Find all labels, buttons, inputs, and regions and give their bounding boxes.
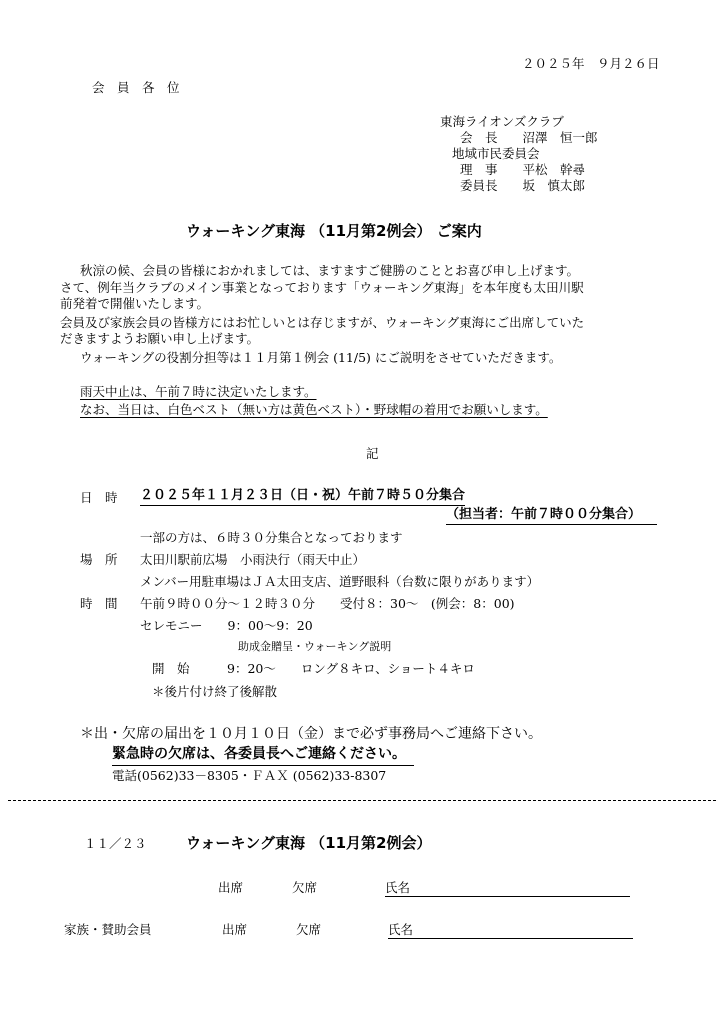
sender-director: 理 事 平松 幹尋 (460, 162, 586, 177)
place-label: 場 所 (80, 552, 118, 567)
addressee: 会 員 各 位 (92, 80, 180, 95)
cut-line (8, 800, 716, 801)
emergency-notice: 緊急時の欠席は、各委員長へご連絡ください。 (112, 746, 414, 766)
reply-row1-attend[interactable]: 出席 (218, 880, 244, 895)
ceremony-time: セレモニー 9：00～9：20 (140, 618, 313, 633)
reply-row1-name-label: 氏名 (385, 880, 411, 895)
reply-title: ウォーキング東海 （11月第2例会） (186, 834, 432, 852)
paragraph-event-line2: 前発着で開催いたします。 (60, 296, 210, 311)
paragraph-greeting: 秋涼の候、会員の皆様におかれましては、ますますご健勝のこととお喜び申し上げます。 (80, 263, 580, 278)
reply-row2-name-line[interactable] (388, 938, 633, 939)
paragraph-request-line2: だきますようお願い申し上げます。 (60, 331, 260, 346)
grant-note: 助成金贈呈・ウォーキング説明 (238, 640, 392, 653)
document-date: ２０２５年 ９月２６日 (522, 56, 660, 71)
date-value: ２０２５年１１月２３日（日・祝）午前７時５０分集合 (140, 488, 465, 506)
parking-note: メンバー用駐車場はＪＡ太田支店、道野眼科（台数に限りがあります） (140, 574, 540, 589)
time-label: 時 間 (80, 596, 118, 611)
reply-row2-absent[interactable]: 欠席 (296, 922, 322, 937)
reply-row1-absent[interactable]: 欠席 (292, 880, 318, 895)
some-members-note: 一部の方は、６時３０分集合となっております (140, 530, 403, 545)
reply-row2-category: 家族・賛助会員 (64, 922, 152, 937)
paragraph-request-line1: 会員及び家族会員の皆様方にはお忙しいとは存じますが、ウォーキング東海にご出席していた (60, 315, 585, 330)
sender-committee: 地域市民委員会 (452, 146, 540, 161)
contact-phone: 電話(0562)33－8305・ＦＡＸ (0562)33-8307 (112, 768, 387, 783)
staff-time: （担当者：午前７時００分集合） (446, 507, 657, 525)
start-time: 開 始 9：20～ ロング８キロ、ショート４キロ (152, 661, 475, 676)
sender-president: 会 長 沼澤 恒一郎 (460, 130, 598, 145)
ki-mark: 記 (366, 446, 379, 461)
dress-notice: なお、当日は、白色ベスト（無い方は黄色ベスト）・野球帽の着用でお願いします。 (80, 402, 548, 417)
paragraph-event-line1: さて、例年当クラブのメイン事業となっております「ウォーキング東海」を本年度も太田川駅 (60, 280, 584, 295)
reply-row2-attend[interactable]: 出席 (222, 922, 248, 937)
dismiss-note: ＊後片付け終了後解散 (152, 684, 278, 699)
rain-notice: 雨天中止は、午前７時に決定いたします。 (80, 384, 317, 399)
reply-row2-name-label: 氏名 (388, 922, 414, 937)
document-title: ウォーキング東海 （11月第2例会） ご案内 (186, 222, 482, 240)
paragraph-roles: ウォーキングの役割分担等は１１月第１例会 (11/5) にご説明をさせていただきます。 (80, 350, 562, 365)
sender-chair: 委員長 坂 慎太郎 (460, 178, 586, 193)
place-value: 太田川駅前広場 小雨決行（雨天中止） (140, 552, 366, 567)
rsvp-notice: ＊出・欠席の届出を１０月１０日（金）まで必ず事務局へご連絡下さい。 (80, 726, 542, 742)
time-value: 午前９時００分～１２時３０分 受付８：30～ (例会：8：00) (140, 596, 515, 611)
sender-club: 東海ライオンズクラブ (440, 114, 564, 129)
reply-row1-name-line[interactable] (385, 896, 630, 897)
date-label: 日 時 (80, 490, 118, 505)
reply-date: １１／２３ (84, 836, 147, 851)
